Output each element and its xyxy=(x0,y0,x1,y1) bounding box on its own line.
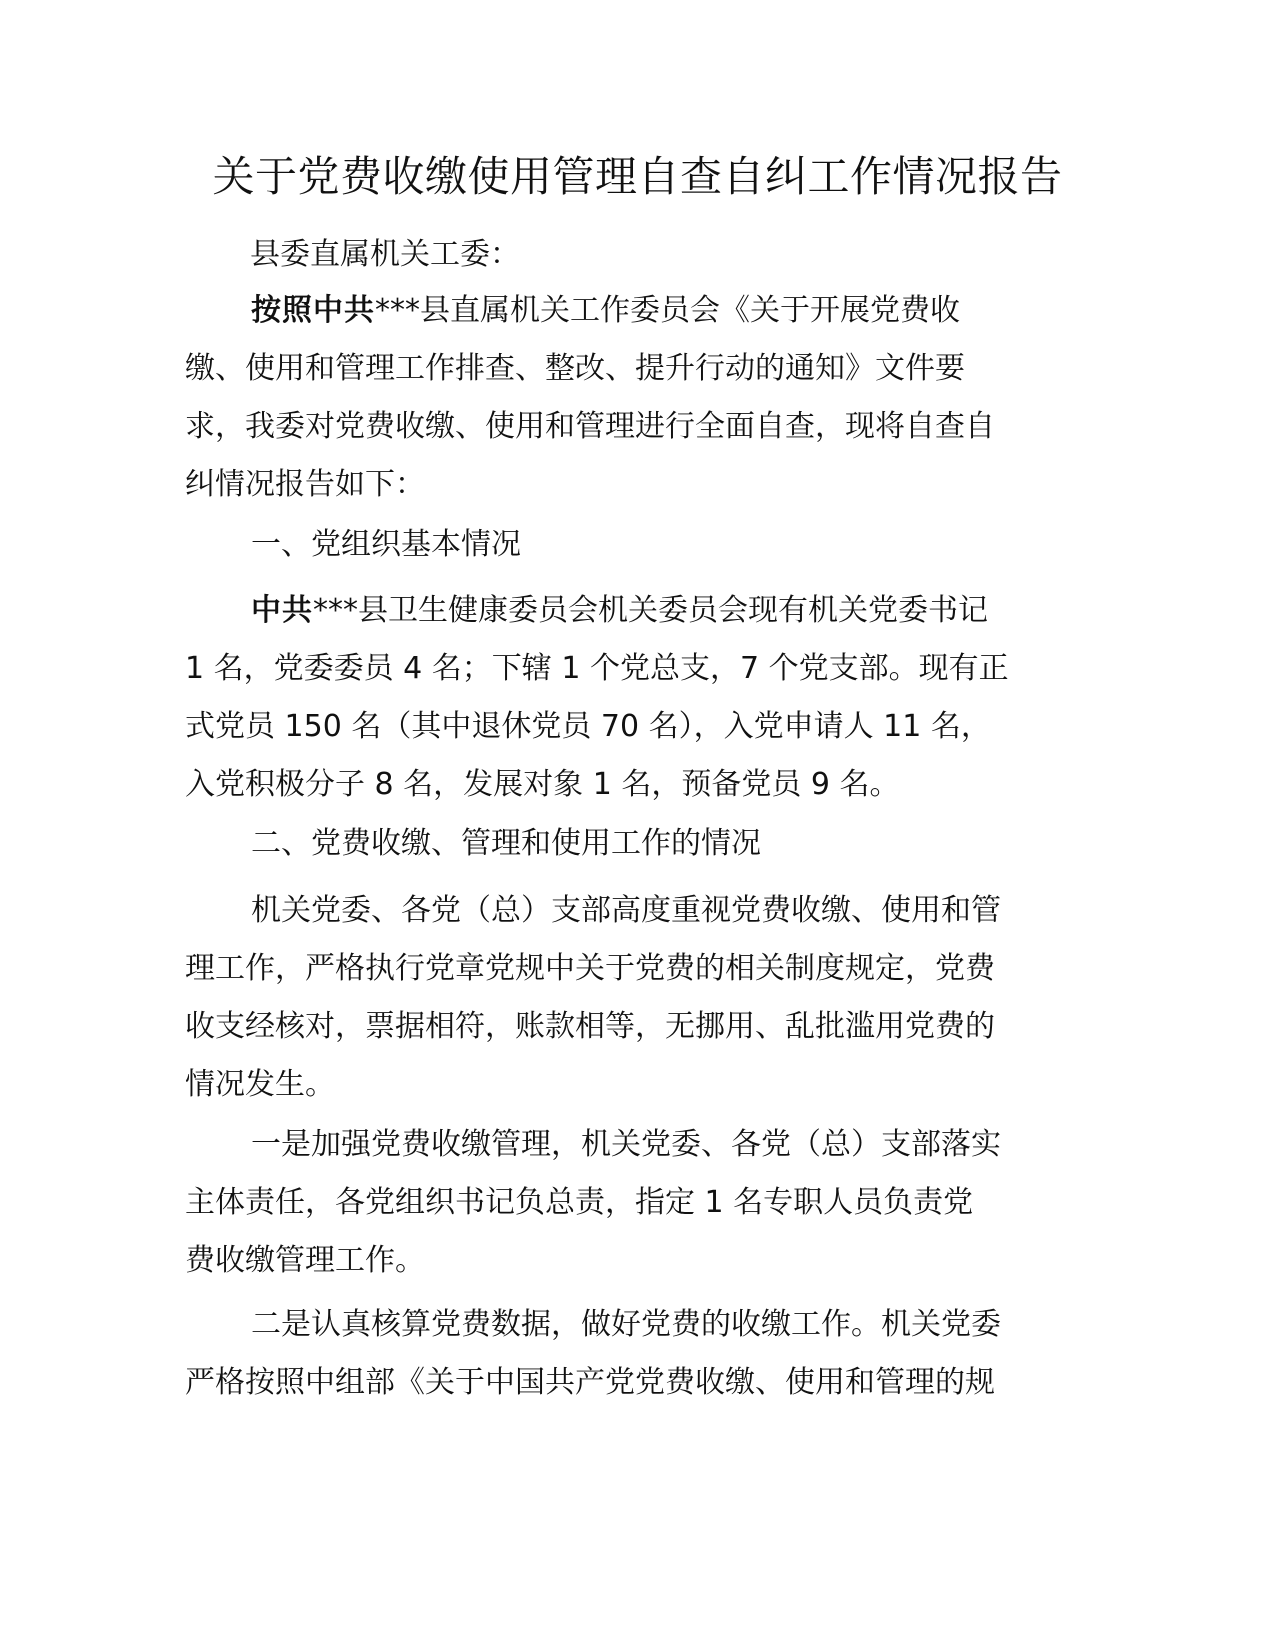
paragraph-line: 二是认真核算党费数据，做好党费的收缴工作。机关党委 xyxy=(251,1307,1001,1342)
bold-lead-text: 中共 xyxy=(251,593,313,628)
paragraph-basic-info xyxy=(185,582,1075,814)
paragraph-line xyxy=(185,582,1075,640)
line-text: ***县直属机关工作委员会《关于开展党费收 xyxy=(375,293,960,328)
paragraph-line: 入党积极分子 8 名，发展对象 1 名，预备党员 9 名。 xyxy=(185,767,900,802)
addressee-line: 县委直属机关工委： xyxy=(250,237,520,272)
paragraph-point-two xyxy=(185,1296,1075,1412)
paragraph-line: 缴、使用和管理工作排查、整改、提升行动的通知》文件要 xyxy=(185,351,965,386)
paragraph-line: 1 名，党委委员 4 名；下辖 1 个党总支，7 个党支部。现有正 xyxy=(185,651,1009,686)
paragraph-line: 费收缴管理工作。 xyxy=(185,1243,425,1278)
heading-text: 二、党费收缴、管理和使用工作的情况 xyxy=(251,826,761,861)
paragraph-line: 情况发生。 xyxy=(185,1067,335,1102)
paragraph-line: 求，我委对党费收缴、使用和管理进行全面自查，现将自查自 xyxy=(185,409,995,444)
heading-text: 一、党组织基本情况 xyxy=(251,527,521,562)
line-text: ***县卫生健康委员会机关委员会现有机关党委书记 xyxy=(313,593,988,628)
paragraph-line xyxy=(185,282,1075,340)
section-heading-2 xyxy=(185,815,1075,873)
paragraph-line: 理工作，严格执行党章党规中关于党费的相关制度规定，党费 xyxy=(185,951,995,986)
bold-lead-text: 按照中共 xyxy=(251,293,375,328)
paragraph-overview xyxy=(185,882,1075,1114)
paragraph-intro xyxy=(185,282,1075,514)
paragraph-point-one xyxy=(185,1116,1075,1290)
section-heading-1 xyxy=(185,516,1075,574)
paragraph-line: 主体责任，各党组织书记负总责，指定 1 名专职人员负责党 xyxy=(185,1185,974,1220)
paragraph-line: 纠情况报告如下： xyxy=(185,467,425,502)
paragraph-line: 收支经核对，票据相符，账款相等，无挪用、乱批滥用党费的 xyxy=(185,1009,995,1044)
paragraph-line: 机关党委、各党（总）支部高度重视党费收缴、使用和管 xyxy=(251,893,1001,928)
paragraph-line: 式党员 150 名（其中退休党员 70 名），入党申请人 11 名， xyxy=(185,709,991,744)
paragraph-line: 严格按照中组部《关于中国共产党党费收缴、使用和管理的规 xyxy=(185,1365,995,1400)
document-title: 关于党费收缴使用管理自查自纠工作情况报告 xyxy=(212,152,1063,201)
paragraph-line: 一是加强党费收缴管理，机关党委、各党（总）支部落实 xyxy=(251,1127,1001,1162)
